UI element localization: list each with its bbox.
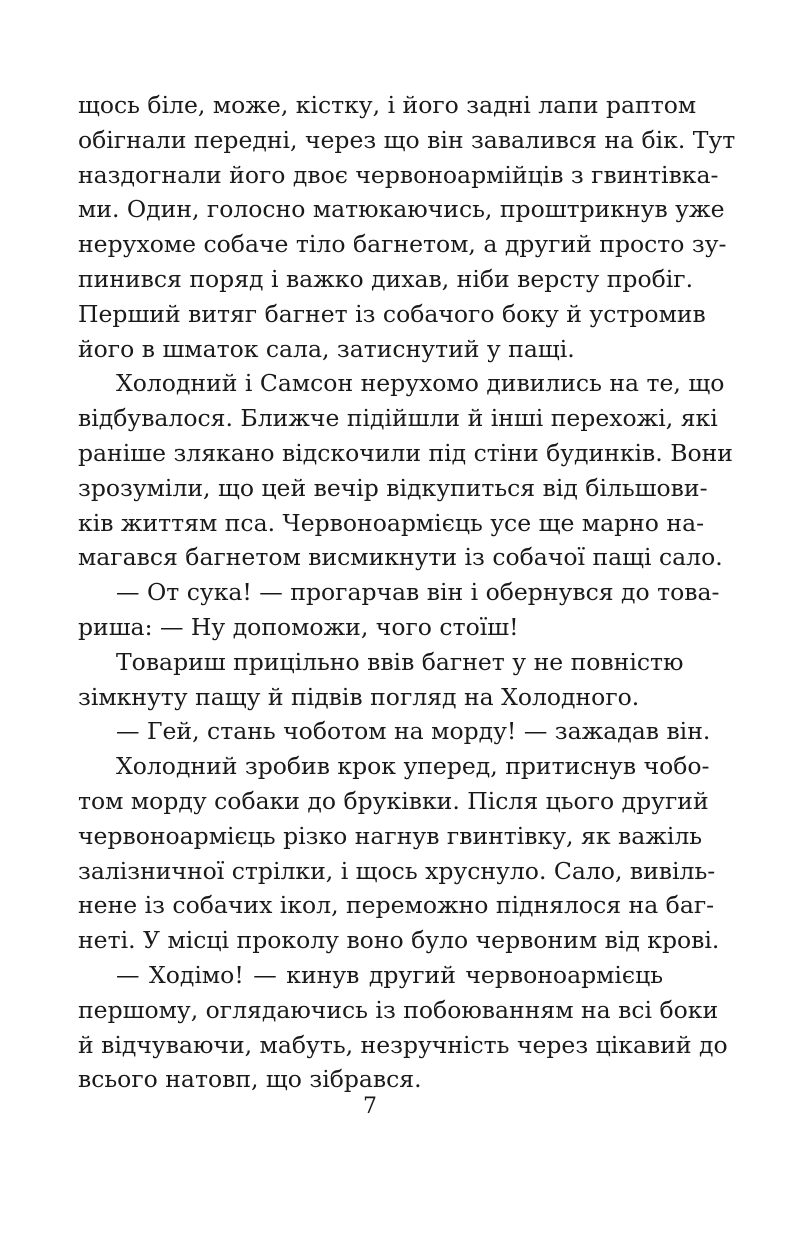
text-line: його в шматок сала, затиснутий у пащі.	[78, 334, 575, 363]
text-line: наздогнали його двоє червоноармійців з гвинтівка-	[78, 160, 719, 189]
paragraph	[78, 714, 711, 749]
text-line: зімкнуту пащу й підвів погляд на Холодного.	[78, 682, 640, 711]
text-line: том морду собаки до бруківки. Після цього другий	[78, 786, 709, 815]
text-line: залізничної стрілки, і щось хруснуло. Сало, вивіль-	[78, 856, 716, 885]
paragraph	[78, 366, 733, 575]
text-line: ків життям пса. Червоноармієць усе ще марно на-	[78, 508, 705, 537]
paragraph	[78, 958, 728, 1097]
text-line: щось біле, може, кістку, і його задні лапи раптом	[78, 91, 697, 119]
body-text	[78, 88, 736, 1097]
text-line: Товариш прицільно ввів багнет у не повністю	[116, 647, 684, 676]
text-line: магався багнетом висмикнути із собачої пащі сало.	[78, 543, 723, 572]
text-line: нене із собачих ікол, переможно піднялося на баг-	[78, 891, 715, 920]
text-line: Холодний зробив крок уперед, притиснув чобо-	[116, 752, 710, 781]
paragraph	[78, 645, 684, 715]
text-line: ми. Один, голосно матюкаючись, проштрикнув уже	[78, 195, 725, 224]
text-line: — Ходімо! — кинув другий червоноармієць	[116, 960, 663, 989]
text-line: Холодний і Самсон нерухомо дивились на те, що	[116, 369, 725, 398]
paragraph	[78, 88, 736, 366]
text-line: неті. У місці проколу воно було червоним від крові.	[78, 926, 720, 955]
text-line: — От сука! — прогарчав він і обернувся до това-	[116, 578, 720, 607]
paragraph	[78, 575, 720, 645]
text-line: Перший витяг багнет із собачого боку й устромив	[78, 299, 706, 328]
text-line: — Гей, стань чоботом на морду! — зажадав він.	[116, 717, 711, 746]
page-number: 7	[363, 1094, 377, 1119]
text-line: нерухоме собаче тіло багнетом, а другий просто зу-	[78, 230, 727, 259]
text-line: риша: — Ну допоможи, чого стоїш!	[78, 612, 519, 641]
text-line: відбувалося. Ближче підійшли й інші перехожі, які	[78, 404, 718, 433]
text-line: червоноармієць різко нагнув гвинтівку, як важіль	[78, 821, 703, 850]
paragraph	[78, 749, 720, 958]
text-line: й відчуваючи, мабуть, незручність через цікавий до	[78, 1030, 728, 1059]
text-line: пинився поряд і важко дихав, ніби версту пробіг.	[78, 264, 694, 293]
text-line: всього натовп, що зібрався.	[78, 1065, 422, 1094]
text-line: першому, оглядаючись із побоюванням на всі боки	[78, 995, 719, 1024]
text-line: раніше злякано відскочили під стіни будинків. Вони	[78, 438, 733, 467]
text-line: обігнали передні, через що він завалився на бік. Тут	[78, 125, 736, 154]
text-line: зрозуміли, що цей вечір відкупиться від більшови-	[78, 473, 708, 502]
